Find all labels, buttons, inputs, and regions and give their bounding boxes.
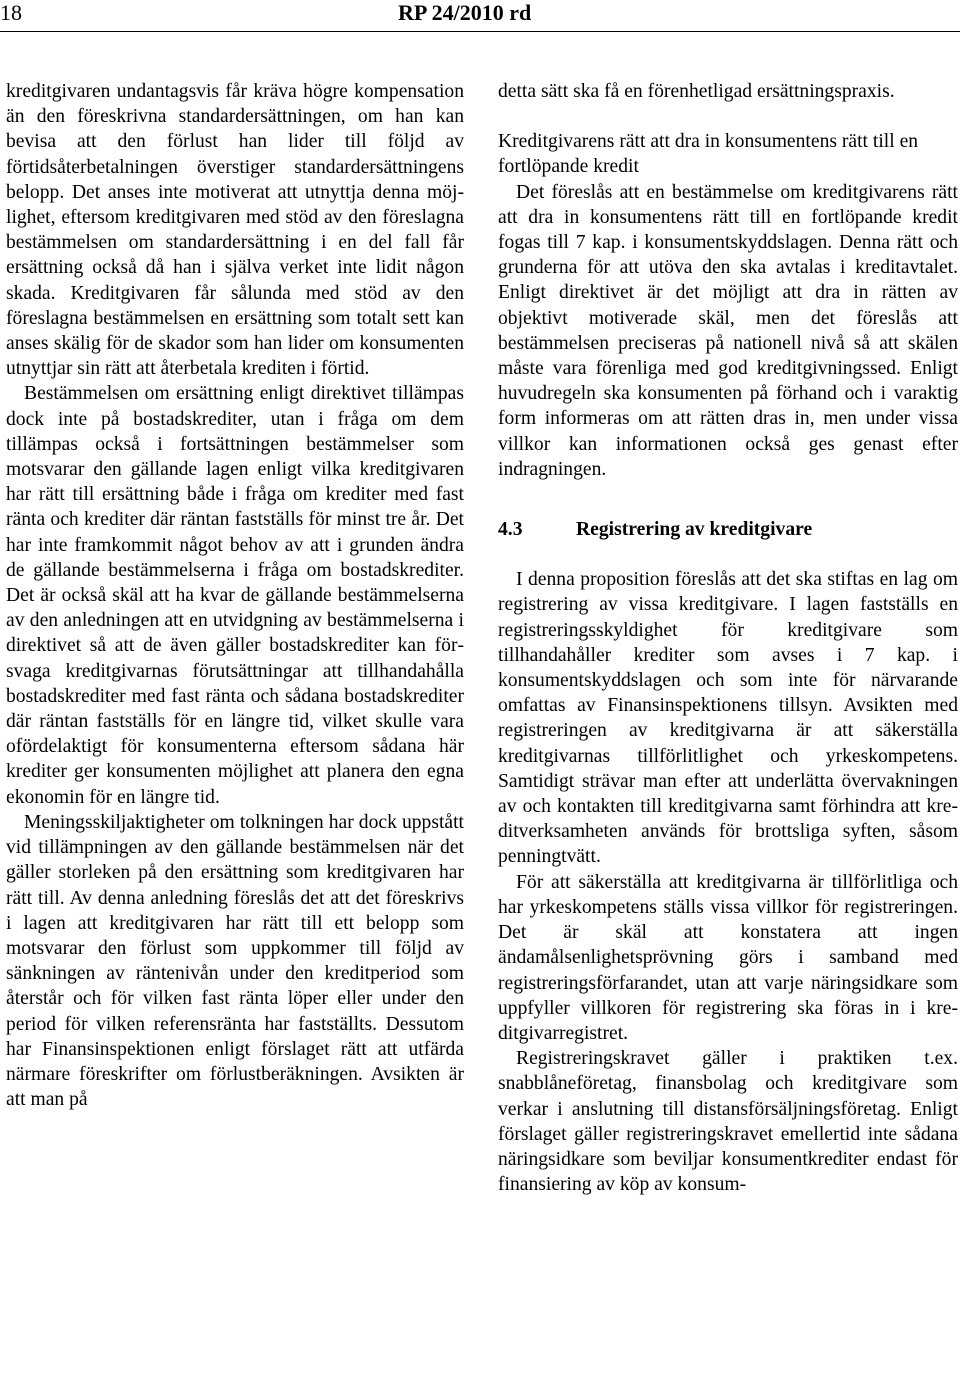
header-rule — [0, 31, 960, 32]
left-column — [6, 79, 464, 1112]
paragraph: För att säkerställa att kreditgivarna är tillförlitliga och har yrkeskompetens ställs vissa villkor för registreringen. Det är skäl att konstatera att ingen ändamålsenlighetsprövning görs i samband med registreringsförfarandet, utan att varje näringsidkare som uppfyller villkoren för registrering ska föras in i kreditgivarregistret. — [498, 871, 958, 1044]
page-number: 18 — [0, 0, 22, 25]
paragraph: kreditgivaren undantagsvis får kräva högre kompensation än den föreskrivna standardersättningen, om han kan bevisa att den förlust han lider till följd av förtidsåterbetalningen överstiger standardersättningens belopp. Det anses inte motiverat att utnyttja denna möjlighet, eftersom kreditgivaren med stöd av den föreslagna bestämmelsen om standardersättning i en del fall får ersättning också då han i själva verket inte lidit någon skada. Kreditgivaren får sålunda med stöd av den föreslagna bestämmelsen en ersättning som totalt sett kan anses skälig för de skador som han lider om konsumenten utnyttjar sin rätt att återbetala krediten i förtid. — [6, 81, 464, 380]
paragraph: Registreringskravet gäller i praktiken t.ex. snabblåneföretag, finansbolag och kreditgivare som verkar i anslutning till distansförsäljningsföretag. Enligt förslaget gäller registreringskravet emellertid inte sådana näringsidkare som beviljar konsumentkrediter endast för finansiering av köp av konsum- — [498, 1048, 958, 1196]
paragraph: Bestämmelsen om ersättning enligt direktivet tillämpas dock inte på bostadskrediter, utan i fråga om dem tillämpas också i fortsättningen bestämmelser som motsvarar den gällande lagen enligt vilka kreditgivaren har rätt till ersättning både i fråga om krediter med fast ränta och krediter där räntan fastställs för minst tre år. Det har inte framkommit något behov av att i grunden ändra de gällande bestämmelserna i fråga om bostadskrediter. Det är också skäl att ha kvar de gällande bestämmelserna av den anledningen att en utvidgning av bestämmelserna i direktivet så att de även gäller bostadskrediter kan försvaga kreditgivarnas förutsättningar att tillhandahålla bostadskrediter med fast ränta och sådana bostadskrediter där räntan fastställs för en längre tid, vilket skulle vara ofördelaktigt för konsumenterna eftersom sådana här krediter ger konsumenten möjlighet att planera den egna ekonomin för en längre tid. — [6, 383, 464, 808]
paragraph: Det föreslås att en bestämmelse om kreditgivarens rätt att dra in konsumentens rätt till en fortlöpande kredit fogas till 7 kap. i konsumentskyddslagen. Denna rätt och grunderna för att utöva den ska avtalas i kreditavtalet. Enligt direktivet är det möjligt att dra in rätten av objektivt motiverade skäl, men det föreslås att bestämmelsen preciseras på nationell nivå så att skälen måste vara förenliga med god kreditgivningssed. Enligt huvudregeln ska konsumenten på förhand och i varaktig form informeras om att rätten dras in, men under vissa villkor kan informationen också ges genast efter indragningen. — [498, 181, 958, 480]
section-title: Registrering av kreditgivare — [576, 519, 813, 541]
paragraph: Meningsskiljaktigheter om tolkningen har dock uppstått vid tillämpningen av den gällande bestämmelsen när det gäller storleken på den ersättning som kreditgivaren har rätt till. Av denna anledning föreslås det att det föreskrivs i lagen att kreditgivaren har rätt till ett belopp som motsvarar den förlust som uppkommer till följd av sänkningen av räntenivån under den kreditperiod som återstår och för vilken fast ränta löper eller under den period för vilken referensränta har fastställts. Dessutom har Finansinspektionen enligt förslaget rätt att utfärda närmare föreskrifter om förlustberäkningen. Avsikten är att man på — [6, 811, 464, 1111]
section-number: 4.3 — [498, 519, 523, 541]
subheading: Kreditgivarens rätt att dra in konsumentens rätt till en fortlöpande kredit — [498, 131, 919, 178]
right-column — [498, 79, 958, 1197]
document-reference: RP 24/2010 rd — [398, 0, 532, 25]
paragraph: detta sätt ska få en förenhetligad ersättningspraxis. — [498, 81, 895, 102]
page-header — [0, 0, 960, 40]
section-heading — [498, 517, 958, 542]
paragraph: I denna proposition föreslås att det ska stiftas en lag om registrering av vissa kreditgivare. I lagen fastställs en registreringsskyldighet för kreditgivare som tillhandahåller krediter som avses i 7 kap. i konsumentskyddslagen och som inte för närvarande omfattas av Finansinspektionens tillsyn. Avsikten med registreringen av kreditgivarna är att säkerställa kreditgivarnas tillförlitlighet och yrkeskompetens. Samtidigt strävar man efter att underlätta övervakningen av och kontakten till kreditgivarna samt förhindra att kreditverksamheten används för brottsliga syften, såsom penningtvätt. — [498, 569, 958, 868]
